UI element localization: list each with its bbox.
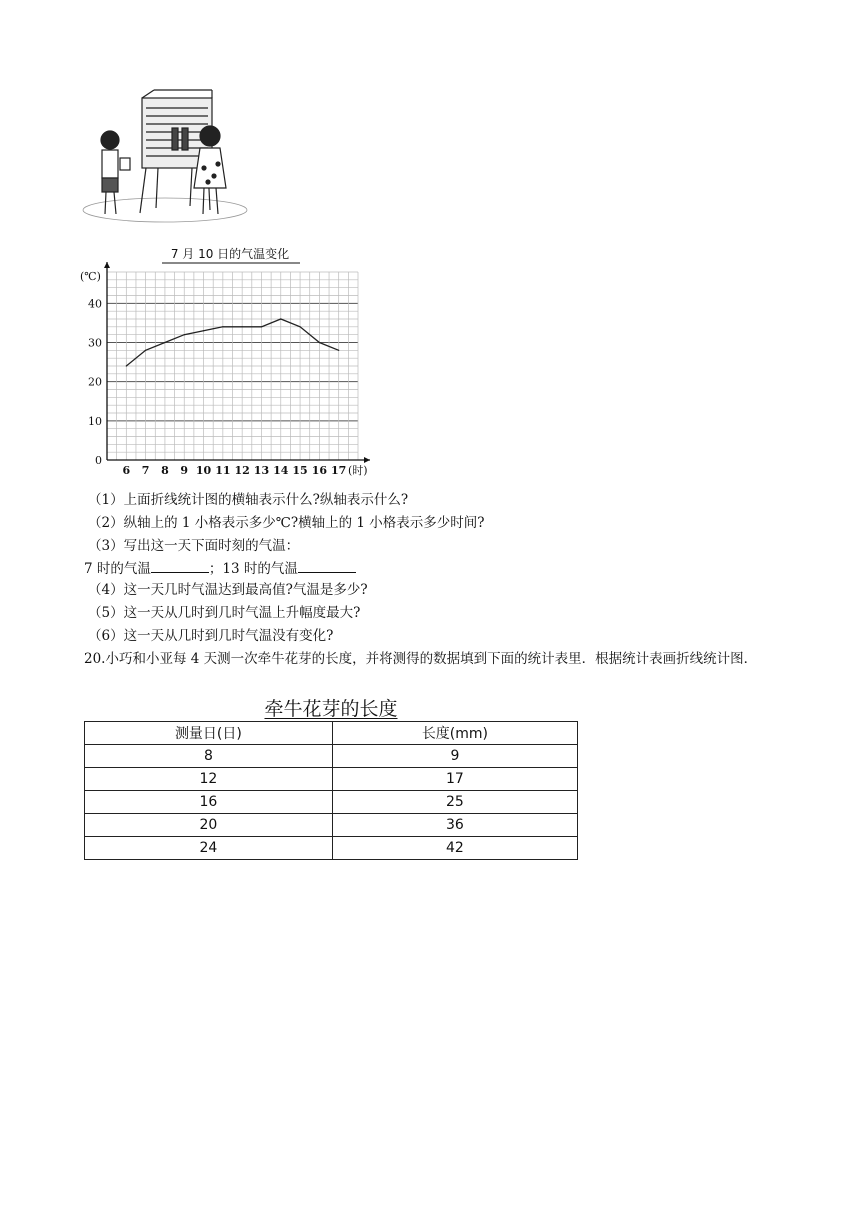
question-2: （2）纵轴上的 1 小格表示多少℃?横轴上的 1 小格表示多少时间?: [88, 515, 485, 531]
question-3: （3）写出这一天下面时刻的气温：: [88, 538, 300, 554]
table-row: [85, 768, 578, 791]
data-point: [338, 350, 339, 351]
x-tick-label: 13: [253, 464, 270, 477]
x-tick-label: 9: [180, 464, 189, 477]
q3-blank-1[interactable]: [151, 558, 209, 573]
data-point: [203, 330, 204, 331]
table-row: [85, 814, 578, 837]
data-point: [184, 334, 185, 335]
x-tick-label: 8: [161, 464, 169, 477]
data-point: [222, 326, 223, 327]
chart-grid: [107, 272, 358, 460]
x-tick-label: 17: [331, 464, 347, 477]
table-cell: 24: [85, 837, 333, 860]
question-5: （5）这一天从几时到几时气温上升幅度最大?: [88, 605, 361, 621]
data-point: [299, 326, 300, 327]
x-tick-label: 15: [292, 464, 308, 477]
q3-blank-2[interactable]: [298, 558, 356, 573]
x-tick-label: 12: [234, 464, 250, 477]
q3-label-13: ；13 时的气温: [208, 561, 298, 577]
y-tick-labels: [88, 297, 102, 467]
data-point: [280, 318, 281, 319]
x-tick-label: 10: [195, 464, 212, 477]
question-1: （1）上面折线统计图的横轴表示什么?纵轴表示什么?: [88, 492, 409, 508]
question-6: （6）这一天从几时到几时气温没有变化?: [88, 628, 334, 644]
table-title: 牵牛花芽的长度: [264, 698, 398, 720]
y-tick-label: 10: [88, 414, 102, 428]
x-tick-label: 11: [215, 464, 231, 477]
temperature-line-chart: [80, 240, 390, 480]
x-tick-label: 14: [273, 464, 289, 477]
y-tick-label: 20: [88, 375, 102, 389]
q3-label-7: 7 时的气温: [84, 561, 151, 577]
table-cell: 25: [332, 791, 577, 814]
x-tick-label: 16: [311, 464, 328, 477]
y-tick-label: 30: [88, 336, 102, 350]
table-row: [85, 791, 578, 814]
table-cell: 12: [85, 768, 333, 791]
table-header-row: [85, 722, 578, 745]
chart-axes: [104, 262, 370, 463]
question-4: （4）这一天几时气温达到最高值?气温是多少?: [88, 582, 368, 598]
chart-title: 7 月 10 日的气温变化: [170, 247, 290, 261]
table-cell: 17: [332, 768, 577, 791]
x-tick-label: 6: [122, 464, 131, 477]
question-20-text: 20.小巧和小亚每 4 天测一次牵牛花芽的长度，并将测得的数据填到下面的统计表里．根据统计表画折线统计图．: [84, 651, 758, 667]
table-row: [85, 745, 578, 768]
table-row: [85, 837, 578, 860]
x-tick-label: 7: [141, 464, 150, 477]
table-cell: 42: [332, 837, 577, 860]
weather-station-illustration: [80, 88, 250, 228]
table-header-day: 测量日(日): [85, 722, 333, 745]
y-tick-label: 0: [95, 454, 102, 467]
table-cell: 9: [332, 745, 577, 768]
data-point: [164, 342, 165, 343]
x-axis-label: (时): [348, 464, 368, 477]
question-3-fill: [84, 558, 356, 579]
y-axis-arrow: [104, 262, 110, 268]
data-point: [319, 342, 320, 343]
table-cell: 16: [85, 791, 333, 814]
table-cell: 36: [332, 814, 577, 837]
table-cell: 8: [85, 745, 333, 768]
table-header-length: 长度(mm): [332, 722, 577, 745]
y-tick-label: 40: [88, 297, 102, 311]
data-point: [126, 365, 127, 366]
growth-table: [84, 721, 578, 860]
x-axis-arrow: [364, 457, 370, 463]
data-point: [261, 326, 262, 327]
x-tick-labels: [122, 464, 346, 477]
y-axis-label: (℃): [80, 270, 101, 283]
data-point: [145, 350, 146, 351]
data-point: [242, 326, 243, 327]
table-cell: 20: [85, 814, 333, 837]
